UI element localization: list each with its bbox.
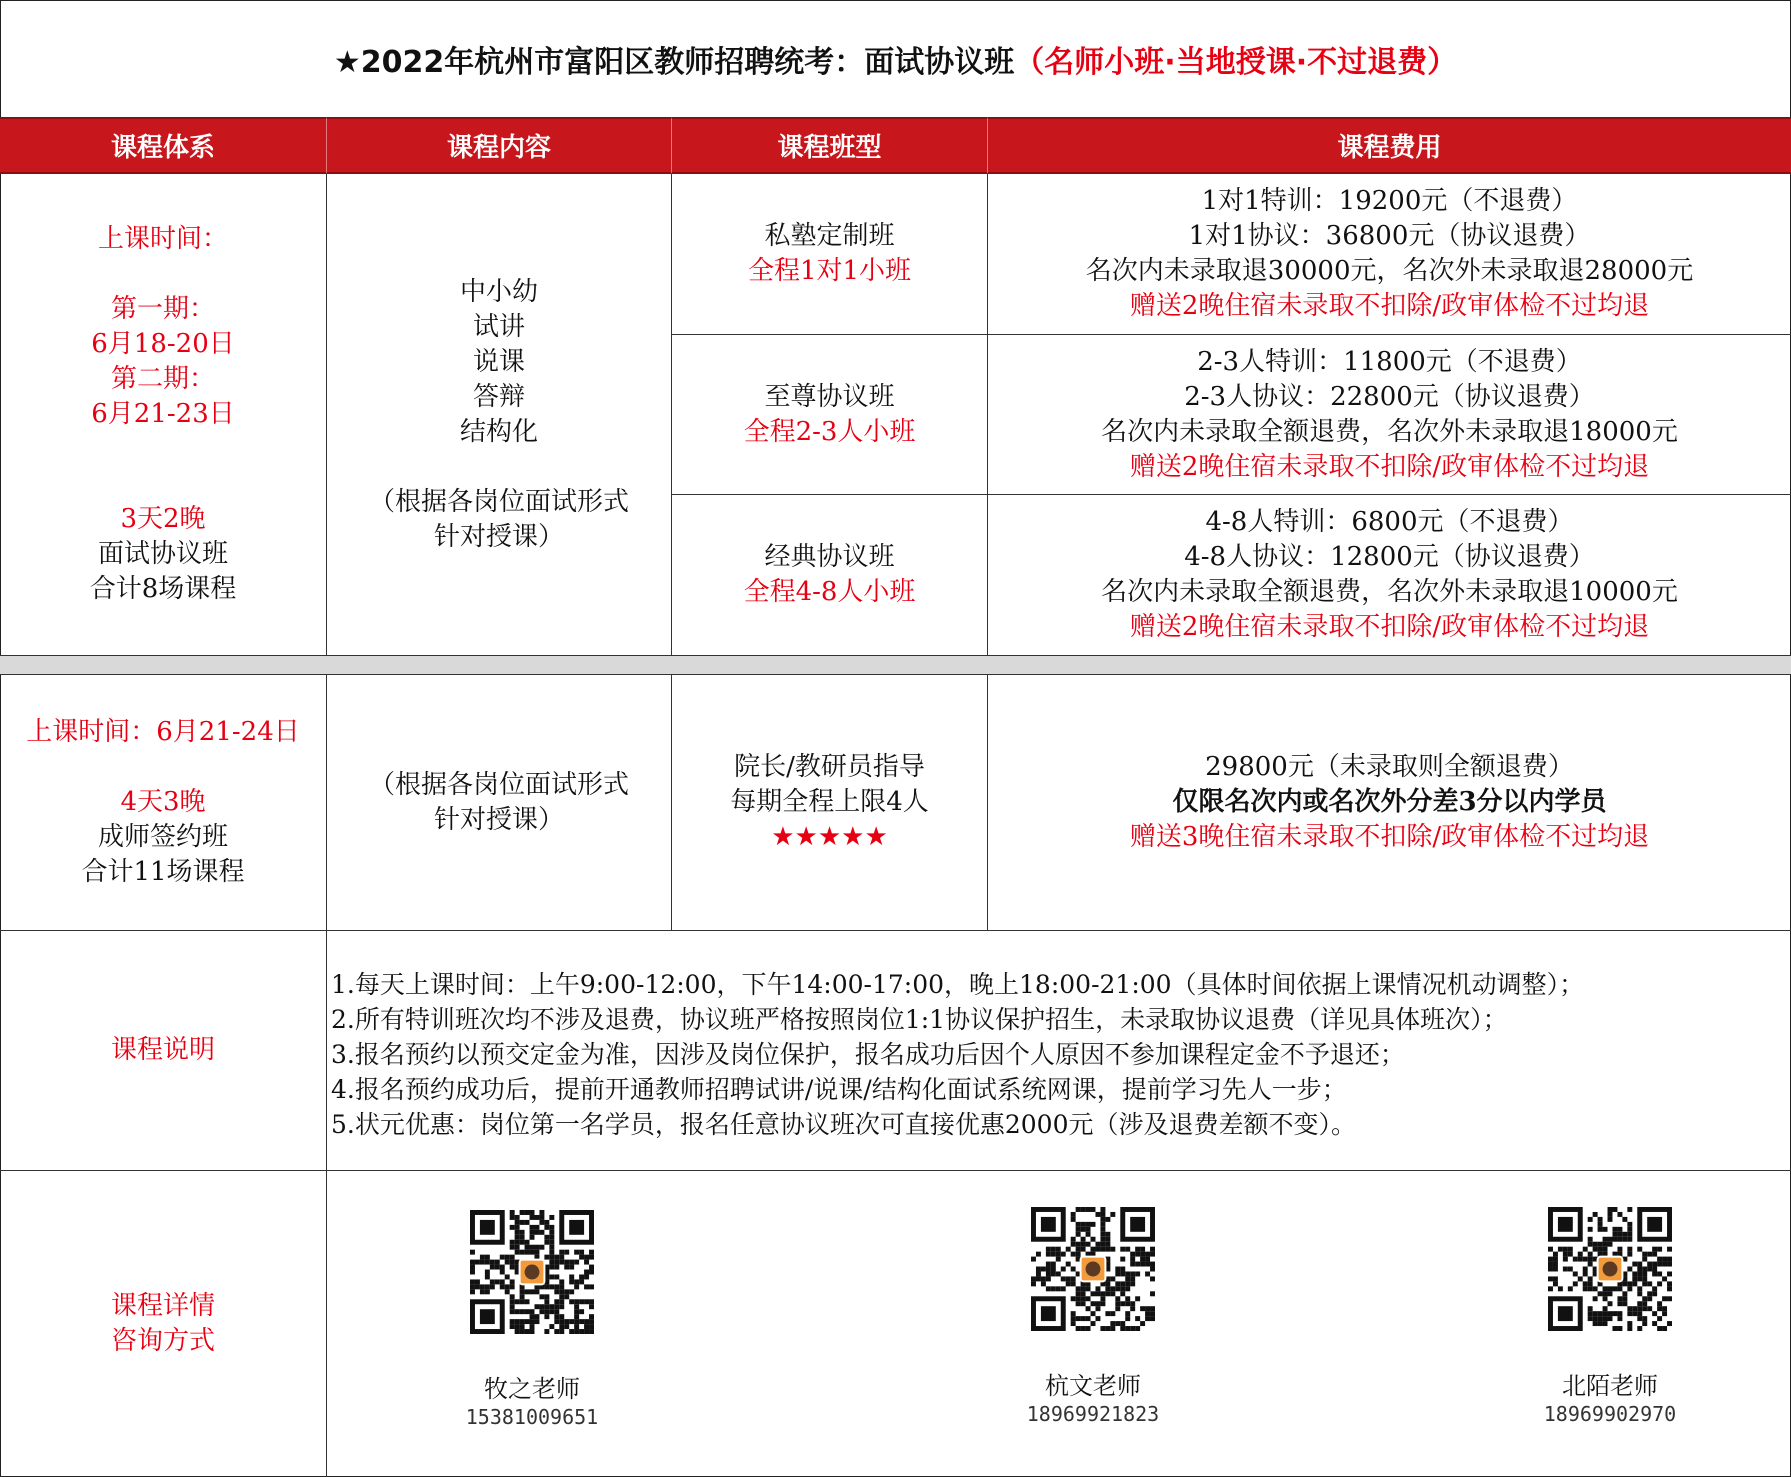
section2-content xyxy=(326,675,671,930)
title-main: ★2022年杭州市富阳区教师招聘统考：面试协议班 xyxy=(333,44,1015,80)
class-type-name: 至尊协议班 xyxy=(764,381,895,412)
class-type-classic xyxy=(671,494,987,655)
header-course-content: 课程内容 xyxy=(326,117,671,174)
teacher-card-2 xyxy=(1013,1207,1173,1427)
fee-line: 2-3人特训：11800元（不退费） xyxy=(1197,346,1582,377)
fee-line: 2-3人协议：22800元（协议退费） xyxy=(1184,381,1595,412)
teacher-phone: 18969921823 xyxy=(1026,1402,1160,1426)
class-type-private xyxy=(671,174,987,334)
rating-stars: ★★★★★ xyxy=(771,822,888,852)
fee-bonus: 赠送2晚住宿未录取不扣除/政审体检不过均退 xyxy=(1129,612,1650,642)
content-note: 针对授课） xyxy=(433,521,564,552)
fee-line: 名次内未录取全额退费，名次外未录取退18000元 xyxy=(1101,416,1678,447)
content-line: 中小幼 xyxy=(459,276,538,307)
fee-line: 4-8人特训：6800元（不退费） xyxy=(1205,507,1574,537)
class-type-supreme xyxy=(671,334,987,494)
section2-class-type xyxy=(671,675,987,930)
section1-content xyxy=(326,174,671,655)
note-item: 1.每天上课时间：上午9:00-12:00，下午14:00-17:00，晚上18:00-21:00（具体时间依据上课情况机动调整）； xyxy=(331,970,1585,999)
header-course-system: 课程体系 xyxy=(0,117,326,174)
fee-supreme xyxy=(987,334,1791,494)
contact-label-cell xyxy=(0,1170,326,1477)
fee-line: 1对1特训：19200元（不退费） xyxy=(1201,186,1578,216)
content-line: 答辩 xyxy=(472,381,525,412)
notes-list xyxy=(326,930,1791,1170)
qr-code-icon[interactable] xyxy=(1031,1207,1155,1331)
fee-line: 29800元（未录取则全额退费） xyxy=(1205,752,1574,782)
qr-code-icon[interactable] xyxy=(1548,1207,1672,1331)
notes-label: 课程说明 xyxy=(110,1035,215,1065)
duration: 4天3晚 xyxy=(120,787,206,817)
section2-schedule xyxy=(0,675,326,930)
class-type-name: 私塾定制班 xyxy=(764,221,895,251)
fee-line: 4-8人协议：12800元（协议退费） xyxy=(1184,542,1595,572)
content-note: 针对授课） xyxy=(433,804,564,835)
session-count: 合计11场课程 xyxy=(81,857,245,887)
qr-code-icon[interactable] xyxy=(470,1210,594,1334)
fee-eligibility: 仅限名次内或名次外分差3分以内学员 xyxy=(1172,787,1607,817)
teacher-card-3 xyxy=(1530,1207,1690,1427)
fee-line: 名次内未录取全额退费，名次外未录取退10000元 xyxy=(1101,577,1678,607)
phase2-label: 第二期： xyxy=(110,364,215,394)
phase1-dates: 6月18-20日 xyxy=(91,329,235,359)
header-course-fee: 课程费用 xyxy=(987,117,1791,174)
content-line: 试讲 xyxy=(472,311,525,342)
phase2-dates: 6月21-23日 xyxy=(91,399,235,429)
section-divider xyxy=(0,655,1791,675)
title-highlight: （名师小班·当地授课·不过退费） xyxy=(1014,44,1458,80)
fee-bonus: 赠送2晚住宿未录取不扣除/政审体检不过均退 xyxy=(1129,451,1650,482)
fee-private xyxy=(987,174,1791,334)
note-item: 4.报名预约成功后，提前开通教师招聘试讲/说课/结构化面试系统网课，提前学习先人一步； xyxy=(331,1075,1347,1104)
duration: 3天2晚 xyxy=(120,504,206,534)
note-item: 5.状元优惠：岗位第一名学员，报名任意协议班次可直接优惠2000元（涉及退费差额不变）。 xyxy=(331,1110,1356,1139)
teacher-phone: 15381009651 xyxy=(465,1405,599,1429)
class-name: 面试协议班 xyxy=(97,539,228,569)
section1-schedule xyxy=(0,174,326,655)
content-line: 结构化 xyxy=(459,416,538,447)
class-type-size: 全程1对1小班 xyxy=(747,256,912,286)
fee-bonus: 赠送3晚住宿未录取不扣除/政审体检不过均退 xyxy=(1129,822,1650,852)
class-line: 院长/教研员指导 xyxy=(734,752,925,782)
teacher-name: 牧之老师 xyxy=(484,1375,580,1403)
fee-bonus: 赠送2晚住宿未录取不扣除/政审体检不过均退 xyxy=(1129,291,1650,321)
class-name: 成师签约班 xyxy=(97,822,228,852)
teacher-card-1 xyxy=(452,1210,612,1430)
session-count: 合计8场课程 xyxy=(89,574,237,604)
teacher-name: 北陌老师 xyxy=(1562,1372,1658,1400)
teacher-phone: 18969902970 xyxy=(1543,1402,1677,1426)
contact-label: 课程详情 xyxy=(110,1291,215,1321)
fee-line: 1对1协议：36800元（协议退费） xyxy=(1188,221,1591,251)
class-type-size: 全程4-8人小班 xyxy=(743,577,916,607)
teacher-name: 杭文老师 xyxy=(1045,1372,1141,1400)
section2-fee xyxy=(987,675,1791,930)
content-line: 说课 xyxy=(472,346,525,377)
page-title xyxy=(0,0,1791,117)
fee-line: 名次内未录取退30000元，名次外未录取退28000元 xyxy=(1085,256,1694,286)
note-item: 3.报名预约以预交定金为准，因涉及岗位保护，报名成功后因个人原因不参加课程定金不予退还； xyxy=(331,1040,1405,1069)
contact-label: 咨询方式 xyxy=(110,1326,215,1356)
class-type-name: 经典协议班 xyxy=(764,542,895,572)
notes-label-cell xyxy=(0,930,326,1170)
header-class-type: 课程班型 xyxy=(671,117,987,174)
content-note: （根据各岗位面试形式 xyxy=(368,486,629,517)
schedule-label: 上课时间： xyxy=(97,224,228,254)
fee-classic xyxy=(987,494,1791,655)
schedule-time: 上课时间：6月21-24日 xyxy=(26,717,300,747)
note-item: 2.所有特训班次均不涉及退费，协议班严格按照岗位1:1协议保护招生，未录取协议退费（详见具体班次）； xyxy=(331,1005,1508,1034)
class-type-size: 全程2-3人小班 xyxy=(743,416,916,447)
class-line: 每期全程上限4人 xyxy=(730,787,929,817)
content-note: （根据各岗位面试形式 xyxy=(368,769,629,800)
phase1-label: 第一期： xyxy=(110,294,215,324)
